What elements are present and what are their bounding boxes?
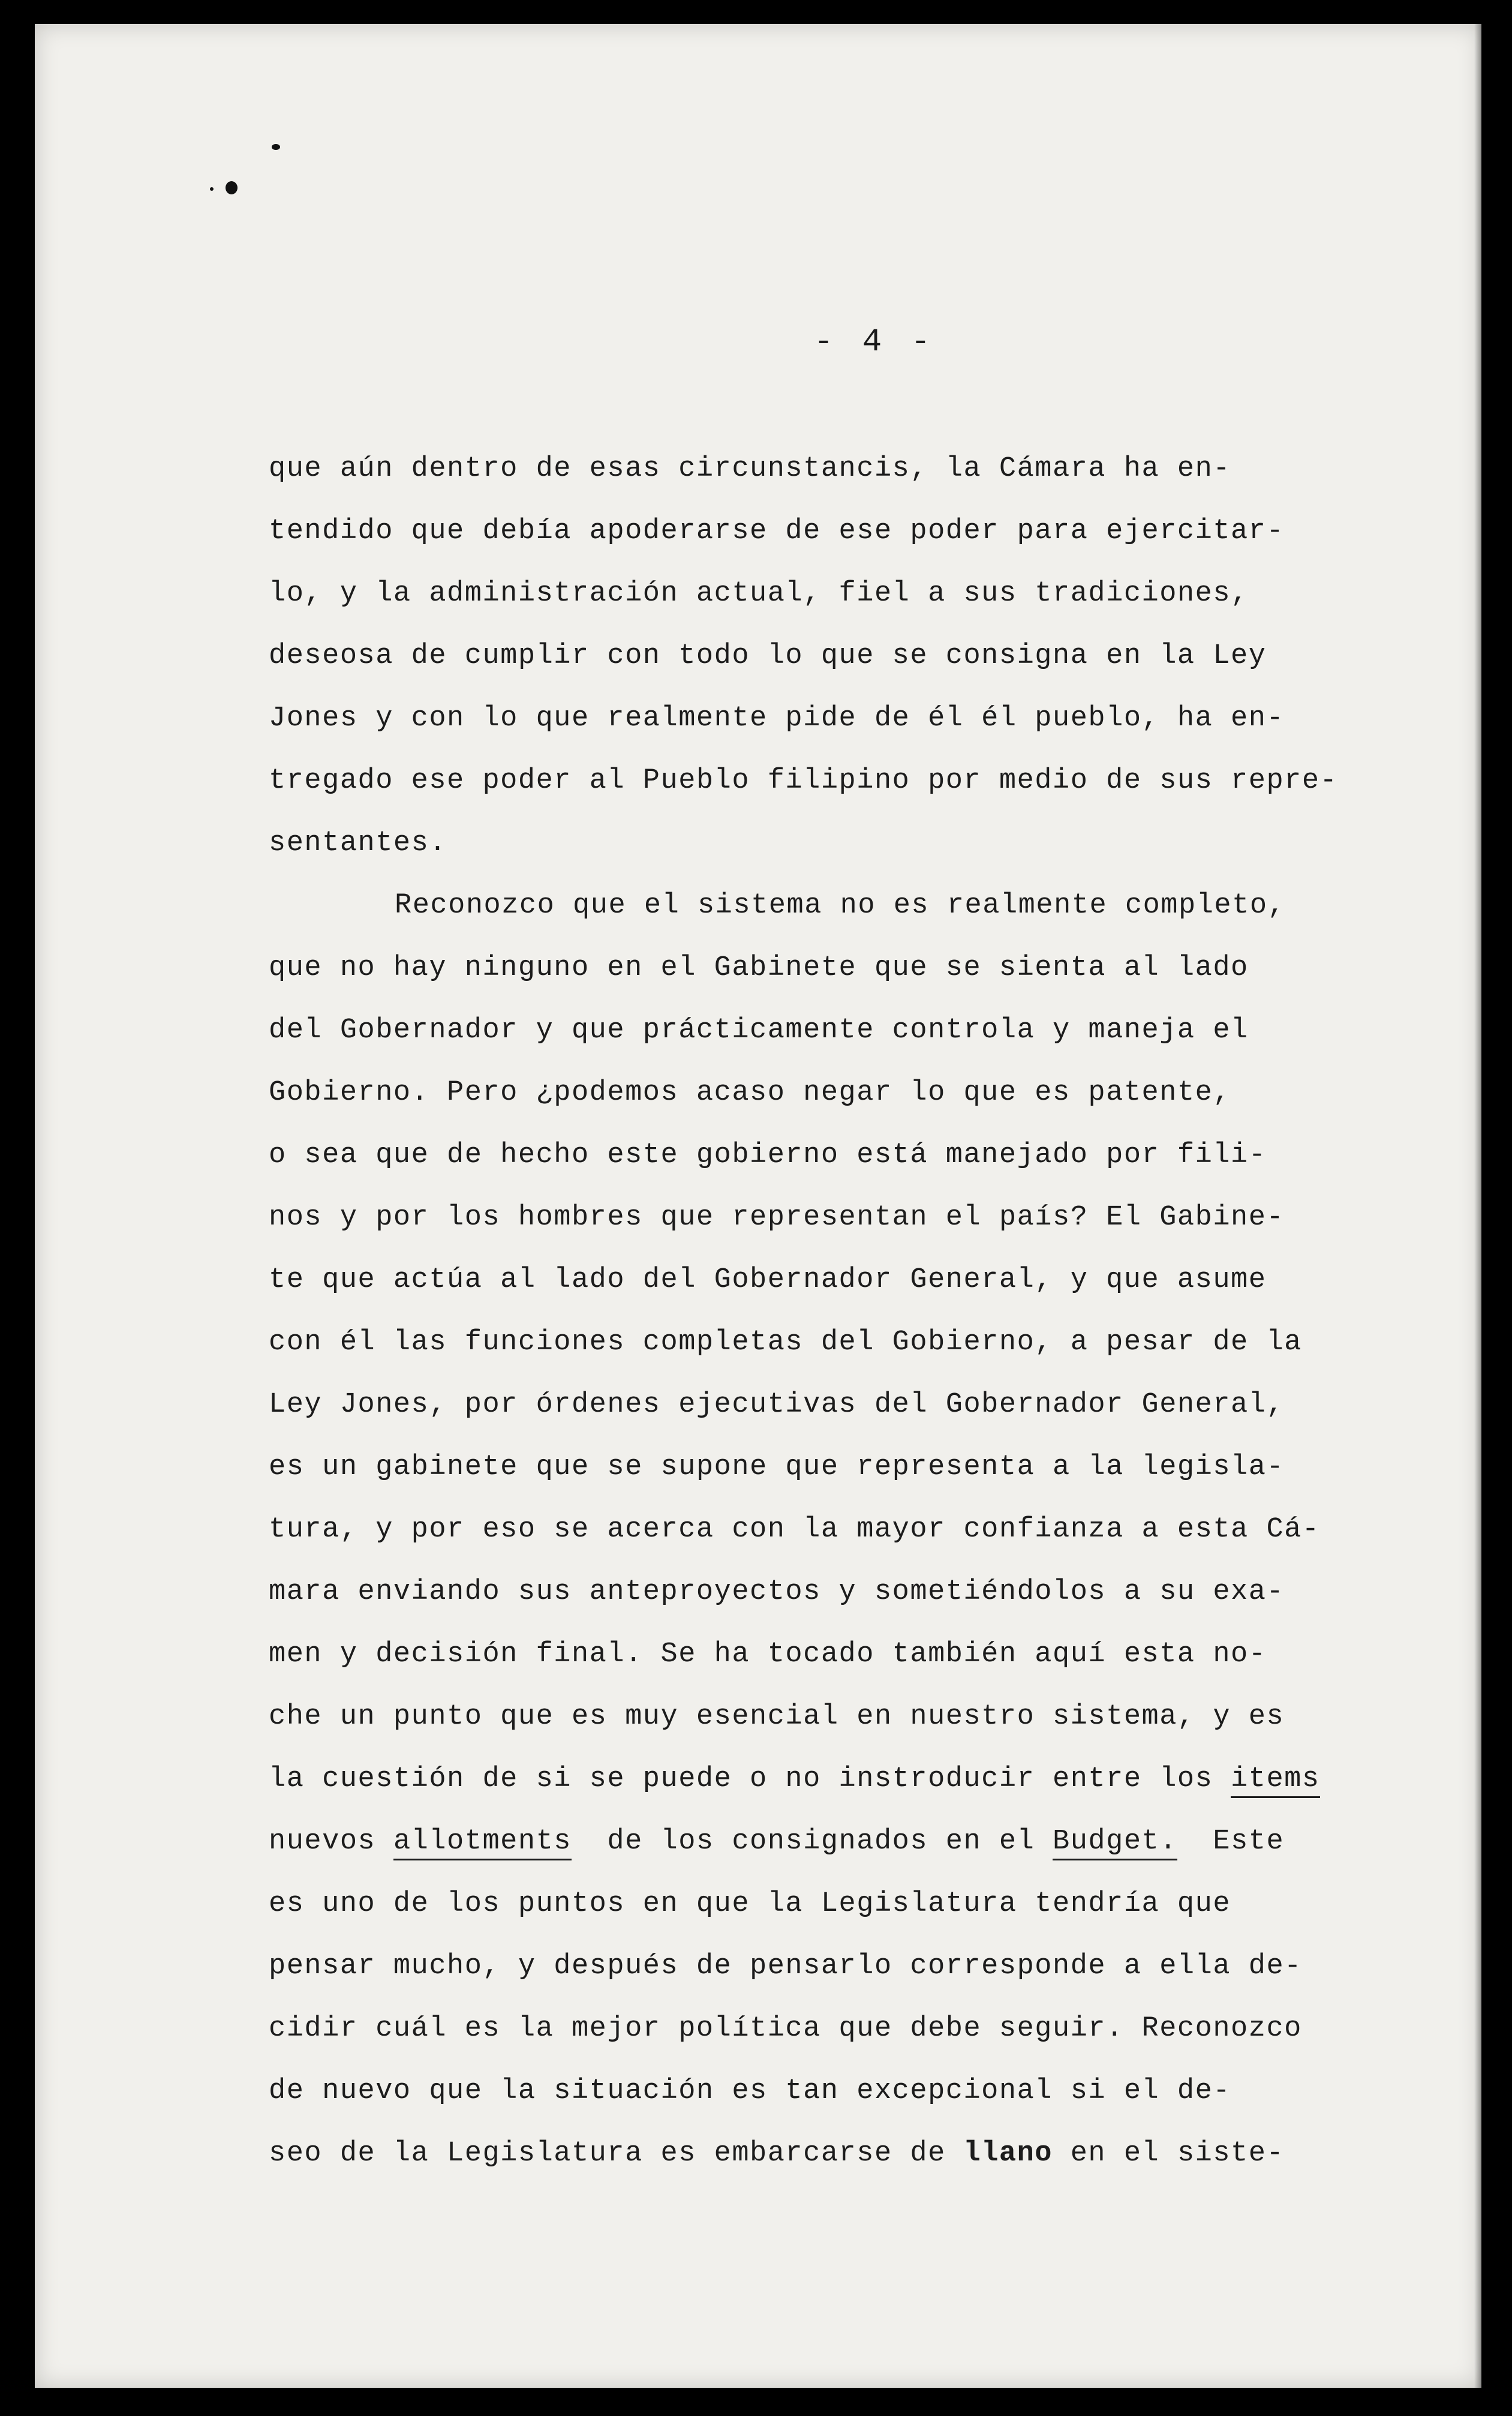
text-line: es un gabinete que se supone que representa a la legisla- [269, 1451, 1285, 1483]
text-segment: en el siste- [1053, 2138, 1285, 2169]
text-line [269, 1748, 1408, 1811]
text-segment: Este [1177, 1826, 1285, 1857]
text-line: pensar mucho, y después de pensarlo corresponde a ella de- [269, 1950, 1302, 1982]
text-line: sentantes. [269, 827, 447, 859]
text-line: que aún dentro de esas circunstancis, la Cámara ha en- [269, 453, 1231, 485]
text-line: cidir cuál es la mejor política que debe seguir. Reconozco [269, 2013, 1302, 2045]
text-line: que no hay ninguno en el Gabinete que se sienta al lado [269, 952, 1249, 984]
text-line: tura, y por eso se acerca con la mayor confianza a esta Cá- [269, 1514, 1320, 1545]
text-segment: de los consignados en el [571, 1826, 1053, 1857]
ink-speck [210, 187, 214, 191]
text-line: deseosa de cumplir con todo lo que se consigna en la Ley [269, 640, 1267, 672]
page-edge-shadow [1474, 24, 1481, 2388]
text-line: nos y por los hombres que representan el país? El Gabine- [269, 1202, 1285, 1233]
text-line: tendido que debía apoderarse de ese poder para ejercitar- [269, 515, 1285, 547]
text-line: mara enviando sus anteproyectos y sometiéndolos a su exa- [269, 1576, 1285, 1608]
paragraph-start-line: Reconozco que el sistema no es realmente completo, [395, 890, 1286, 922]
underlined-term-allotments: allotments [393, 1826, 572, 1860]
text-line: lo, y la administración actual, fiel a sus tradiciones, [269, 578, 1249, 610]
underlined-term-budget: Budget. [1053, 1826, 1177, 1860]
body-text [269, 438, 1408, 2185]
page-number: - 4 - [813, 324, 936, 361]
text-line: te que actúa al lado del Gobernador General, y que asume [269, 1264, 1267, 1296]
text-segment: seo de la Legislatura es embarcarse de [269, 2138, 964, 2169]
text-line: del Gobernador y que prácticamente controla y maneja el [269, 1015, 1249, 1046]
overstruck-word: llano [963, 2138, 1053, 2169]
text-line: es uno de los puntos en que la Legislatura tendría que [269, 1888, 1231, 1920]
text-line: Ley Jones, por órdenes ejecutivas del Gobernador General, [269, 1389, 1285, 1421]
text-line: o sea que de hecho este gobierno está manejado por fili- [269, 1139, 1267, 1171]
text-segment: la cuestión de si se puede o no instroducir entre los [269, 1763, 1231, 1795]
text-line: Jones y con lo que realmente pide de él él pueblo, ha en- [269, 703, 1285, 734]
text-line [269, 1811, 1408, 1873]
underlined-term-items: items [1231, 1763, 1320, 1798]
text-line: de nuevo que la situación es tan excepcional si el de- [269, 2075, 1231, 2107]
text-line: tregado ese poder al Pueblo filipino por medio de sus repre- [269, 765, 1338, 797]
text-line: Gobierno. Pero ¿podemos acaso negar lo que es patente, [269, 1077, 1231, 1109]
text-line: con él las funciones completas del Gobierno, a pesar de la [269, 1326, 1302, 1358]
ink-speck [272, 144, 280, 150]
document-page [35, 24, 1481, 2388]
text-line: che un punto que es muy esencial en nuestro sistema, y es [269, 1701, 1285, 1733]
text-line: men y decisión final. Se ha tocado también aquí esta no- [269, 1638, 1267, 1670]
text-segment: nuevos [269, 1826, 393, 1857]
ink-speck [226, 181, 238, 194]
text-line [269, 2123, 1408, 2185]
